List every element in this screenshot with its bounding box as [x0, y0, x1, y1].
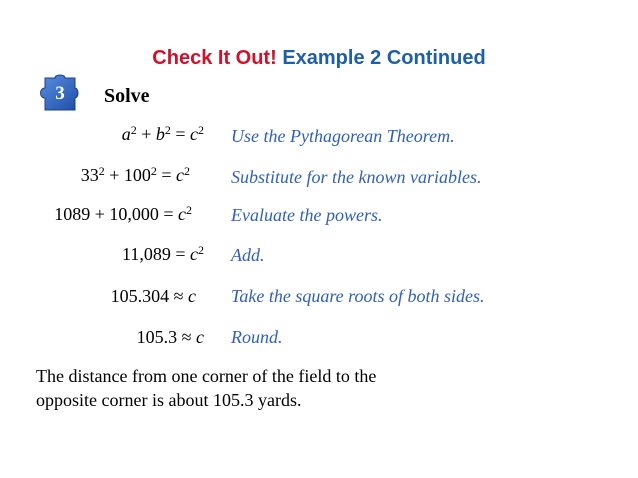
- equation-lhs: 1089 + 10,000 =: [54, 204, 178, 224]
- note-square-root: Take the square roots of both sides.: [231, 286, 485, 306]
- exponent: 2: [198, 123, 204, 137]
- exponent: 2: [130, 123, 137, 137]
- equation-pythagorean: [122, 123, 204, 145]
- var-c: c: [190, 124, 198, 144]
- equation-lhs: 11,089 =: [122, 244, 190, 264]
- slide-title: [0, 45, 638, 71]
- exponent: 2: [164, 123, 171, 137]
- var-c: c: [196, 327, 204, 347]
- note-round: Round.: [231, 327, 283, 347]
- var-b: b: [155, 124, 165, 144]
- operator: =: [156, 165, 176, 185]
- var-c: c: [190, 244, 198, 264]
- exponent: 2: [198, 243, 204, 257]
- exponent: 2: [150, 164, 157, 178]
- equation-substitute: [81, 164, 190, 186]
- operator: =: [170, 124, 190, 144]
- title-check-it-out: Check It Out!: [152, 47, 277, 69]
- var-c: c: [176, 165, 184, 185]
- note-pythagorean: Use the Pythagorean Theorem.: [231, 126, 455, 146]
- var-a: a: [121, 124, 131, 144]
- conclusion-text: [36, 364, 476, 412]
- number: 33: [80, 165, 99, 185]
- operator: +: [104, 165, 124, 185]
- equation-add: [122, 243, 204, 265]
- operator: +: [136, 124, 156, 144]
- number: 100: [123, 165, 151, 185]
- var-c: c: [188, 286, 196, 306]
- title-example: Example 2 Continued: [282, 47, 486, 69]
- var-c: c: [178, 204, 186, 224]
- exponent: 2: [184, 164, 190, 178]
- step-label: Solve: [104, 85, 150, 107]
- step-badge-puzzle-icon: [37, 74, 83, 114]
- exponent: 2: [186, 203, 192, 217]
- conclusion-line-2: opposite corner is about 105.3 yards.: [36, 390, 302, 410]
- exponent: 2: [98, 164, 105, 178]
- equation-round: [137, 326, 204, 348]
- equation-evaluate: [54, 203, 192, 225]
- step-number: 3: [55, 83, 65, 104]
- equation-lhs: 105.304 ≈: [110, 286, 188, 306]
- note-substitute: Substitute for the known variables.: [231, 167, 482, 187]
- equation-square-root: [111, 285, 196, 307]
- note-add: Add.: [231, 245, 265, 265]
- conclusion-line-1: The distance from one corner of the field to the: [36, 366, 377, 386]
- equation-lhs: 105.3 ≈: [136, 327, 196, 347]
- note-evaluate: Evaluate the powers.: [231, 205, 383, 225]
